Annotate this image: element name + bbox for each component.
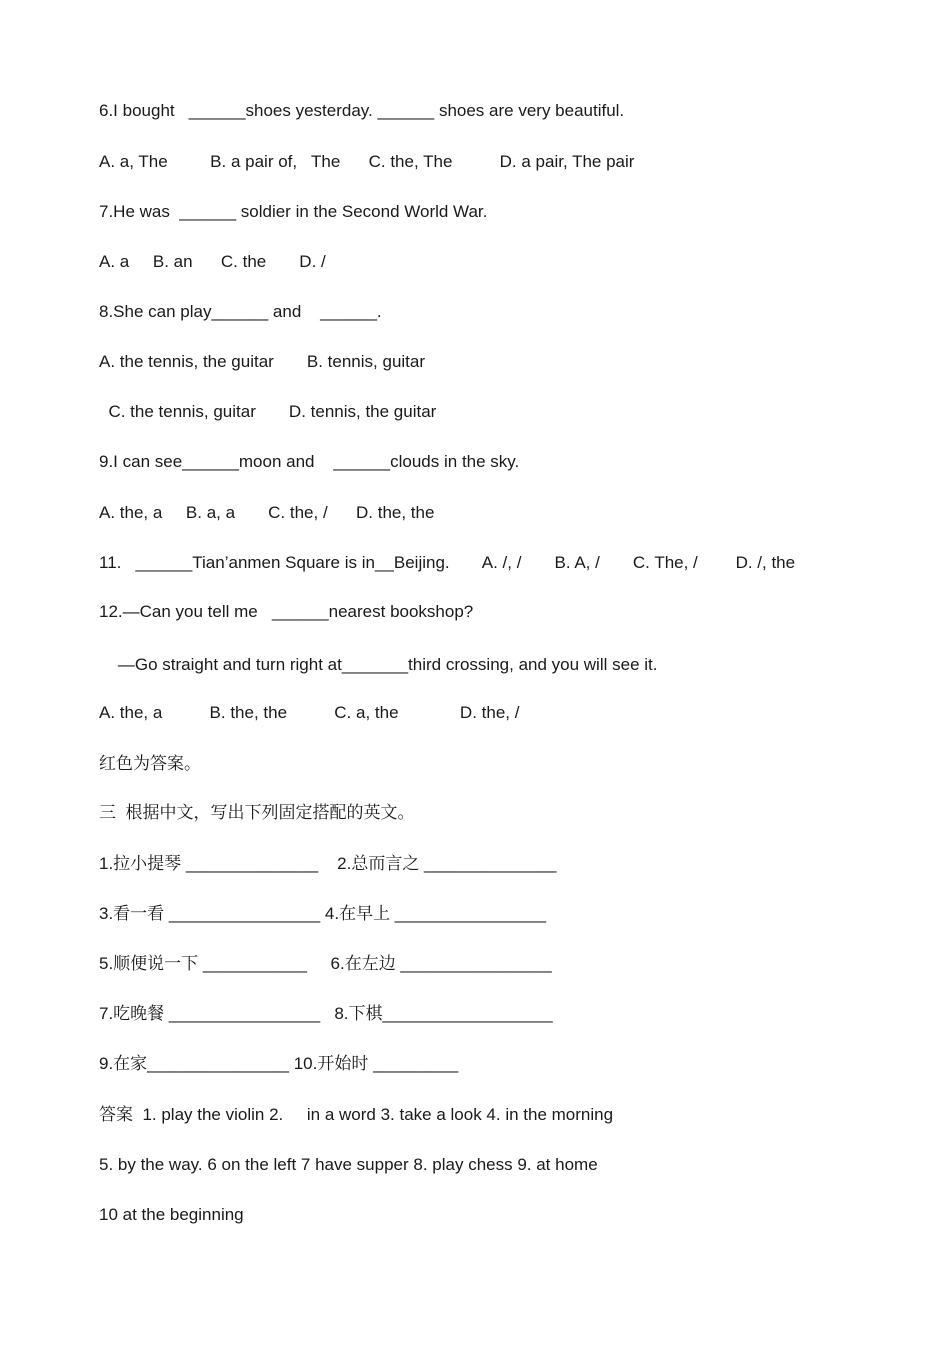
question-6-stem: 6.I bought ______shoes yesterday. ______ shoes are very beautiful. (99, 101, 625, 120)
question-12-options: A. the, a B. the, the C. a, the D. the, / (99, 703, 520, 722)
question-7-stem: 7.He was ______ soldier in the Second World War. (99, 202, 488, 221)
phrase-row-1: 1.拉小提琴 ______________ 2.总而言之 ______________ (99, 854, 557, 873)
phrase-row-2: 3.看一看 ________________ 4.在早上 ________________ (99, 904, 547, 923)
question-11: 11. ______Tian’anmen Square is in__Beijing. A. /, / B. A, / C. The, / D. /, the (99, 553, 796, 572)
question-9-options: A. the, a B. a, a C. the, / D. the, the (99, 503, 435, 522)
phrase-row-3: 5.顺便说一下 ___________ 6.在左边 ________________ (99, 954, 552, 973)
answers-line-3: 10 at the beginning (99, 1205, 244, 1224)
question-12-stem: 12.—Can you tell me ______nearest bookshop? (99, 602, 474, 621)
question-8-options-ab: A. the tennis, the guitar B. tennis, guitar (99, 352, 426, 371)
phrase-row-5: 9.在家_______________ 10.开始时 _________ (99, 1054, 459, 1073)
question-8-options-cd: C. the tennis, guitar D. tennis, the guitar (99, 402, 437, 421)
question-6-options: A. a, The B. a pair of, The C. the, The D. a pair, The pair (99, 152, 635, 171)
question-12-reply: —Go straight and turn right at_______third crossing, and you will see it. (99, 655, 658, 674)
question-9-stem: 9.I can see______moon and ______clouds in the sky. (99, 452, 520, 471)
phrase-row-4: 7.吃晚餐 ________________ 8.下棋__________________ (99, 1004, 553, 1023)
answer-note: 红色为答案。 (99, 754, 201, 773)
question-8-stem: 8.She can play______ and ______. (99, 302, 382, 321)
question-7-options: A. a B. an C. the D. / (99, 252, 326, 271)
section-3-heading: 三 根据中文，写出下列固定搭配的英文。 (99, 803, 415, 822)
answers-line-1: 答案 1. play the violin 2. in a word 3. take a look 4. in the morning (99, 1105, 614, 1124)
answers-line-2: 5. by the way. 6 on the left 7 have supper 8. play chess 9. at home (99, 1155, 598, 1174)
